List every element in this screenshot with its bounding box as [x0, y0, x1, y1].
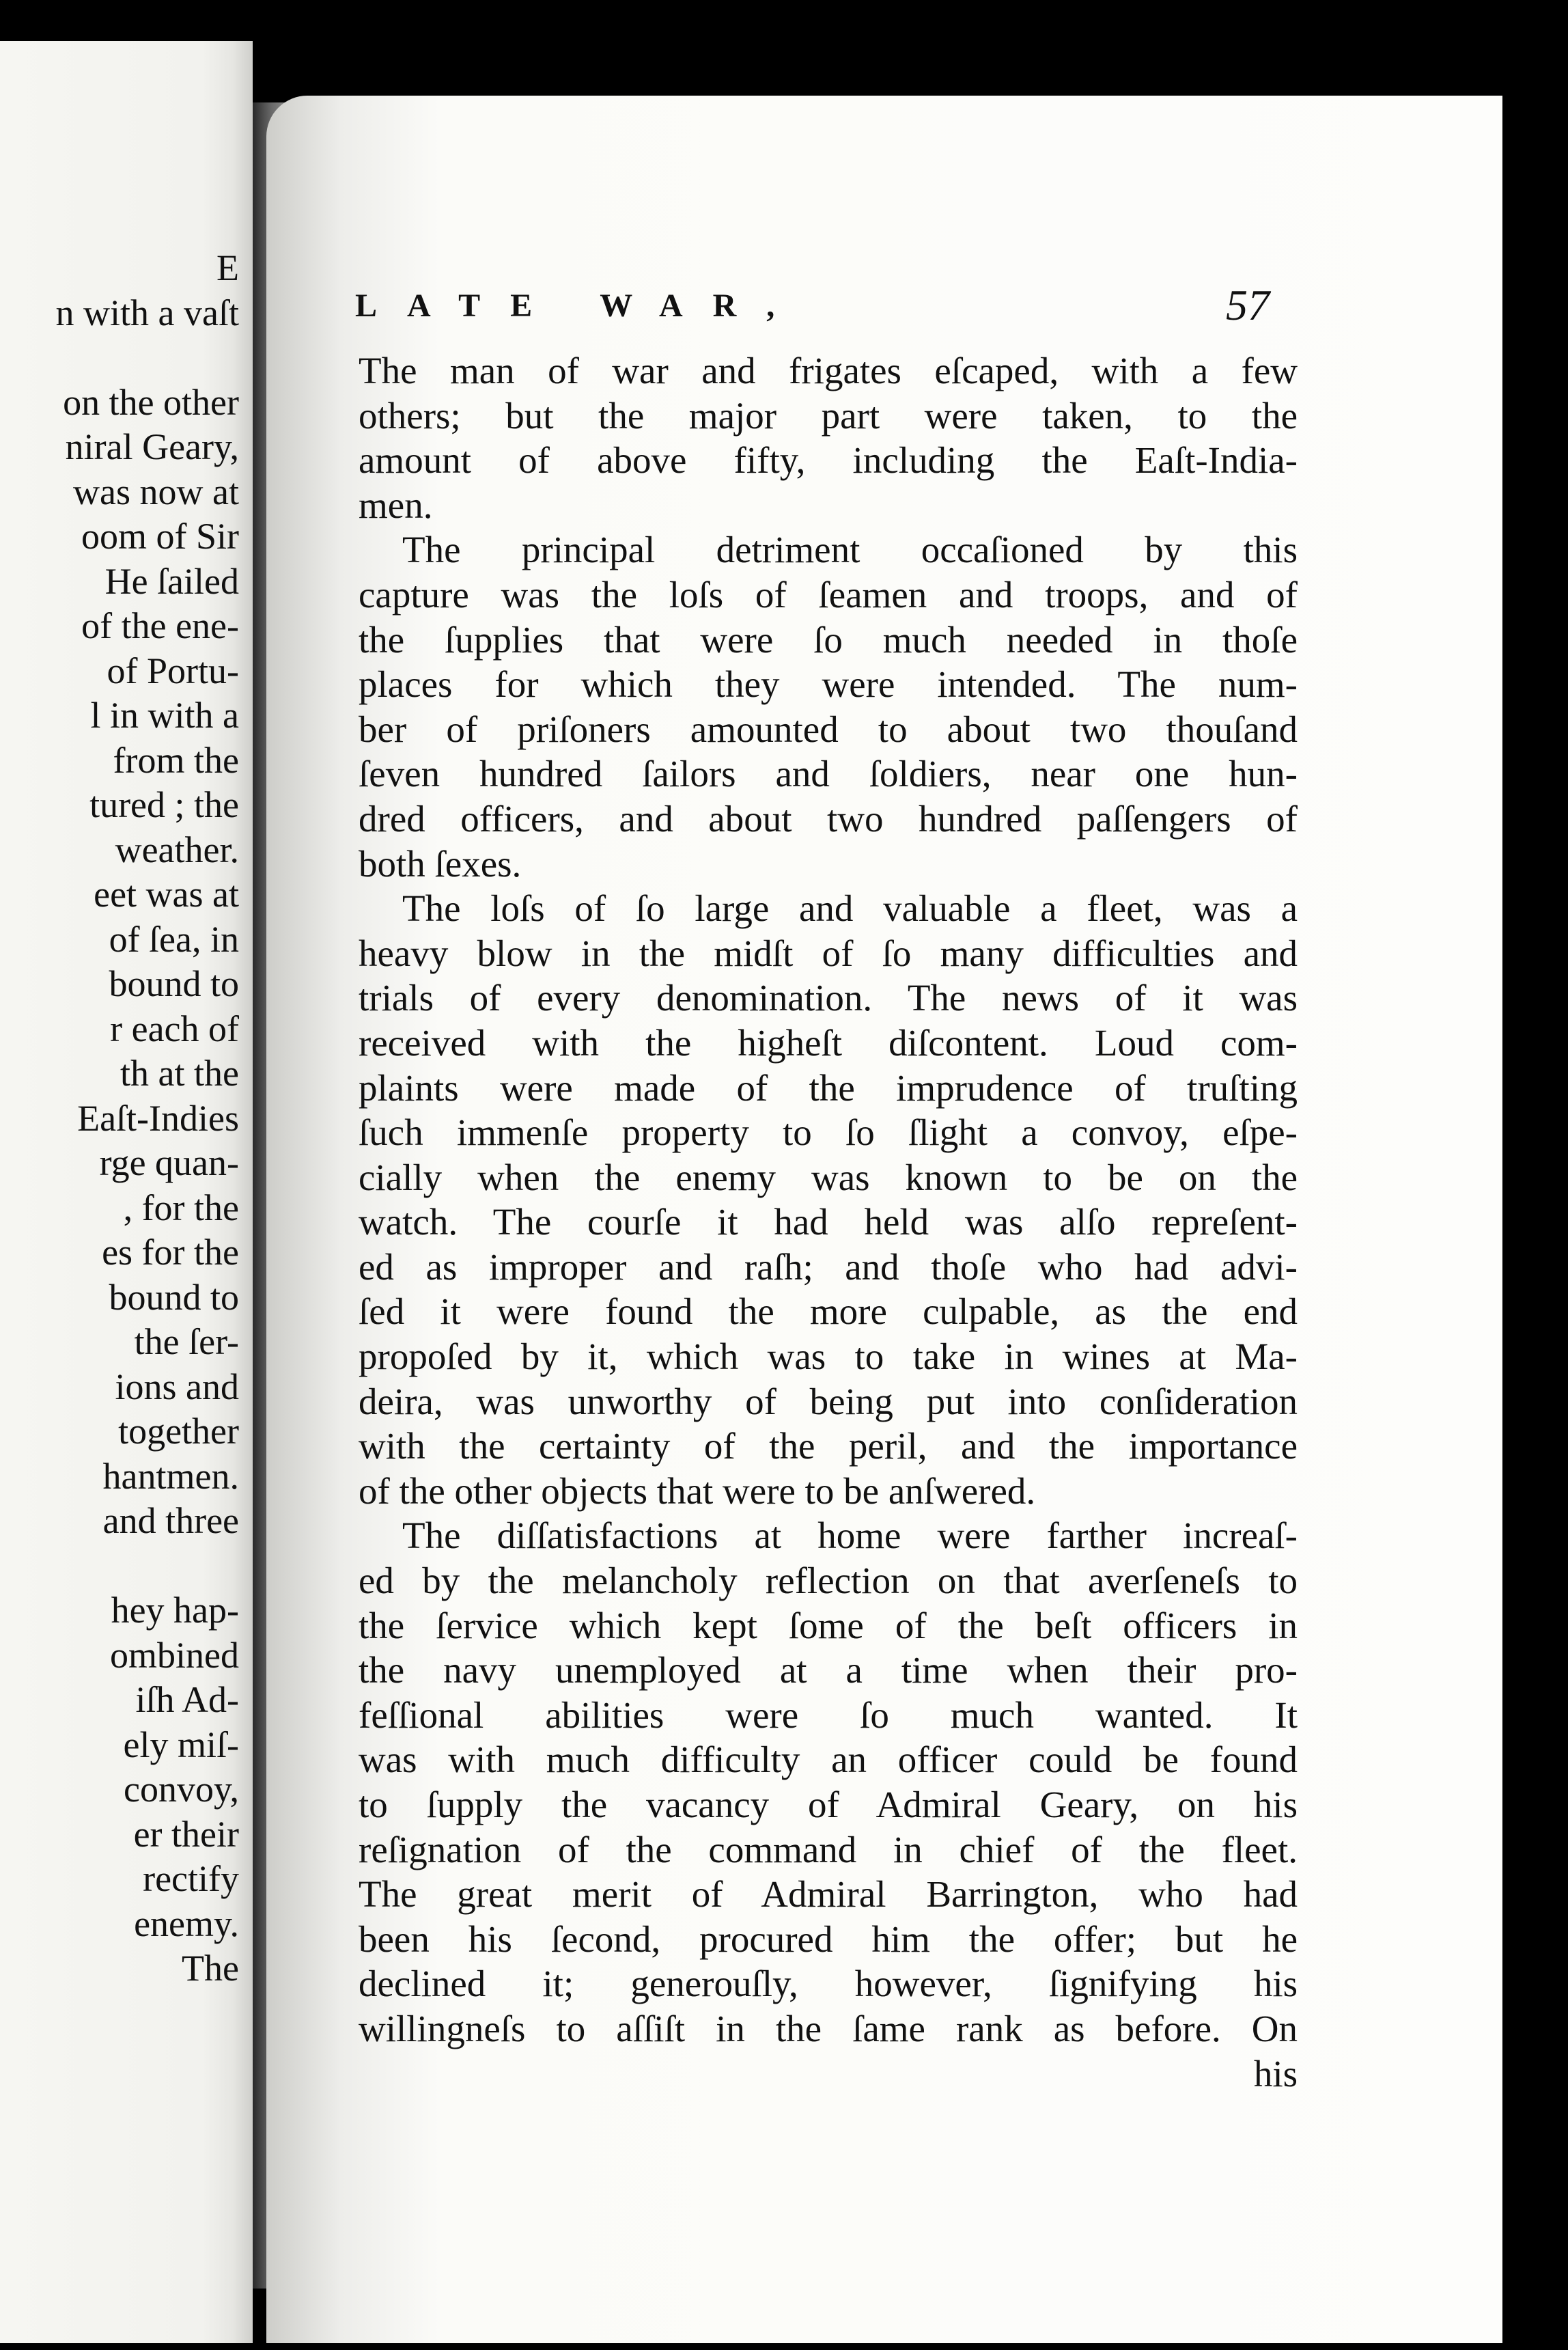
- text-line: trials of every denomination. The news of it was: [359, 977, 1298, 1019]
- text-line: watch. The courſe it had held was alſo repreſent-: [359, 1201, 1298, 1243]
- left-page-line: He ſailed: [104, 560, 239, 602]
- text-line: ſeven hundred ſailors and ſoldiers, near one hun-: [359, 753, 1298, 795]
- left-page-line: was now at: [73, 471, 239, 512]
- left-page-line: the ſer-: [134, 1321, 239, 1362]
- text-line: The diſſatisfactions at home were farther increaſ-: [402, 1515, 1298, 1557]
- left-page-line: of the ene-: [81, 605, 239, 646]
- left-page-line: ely miſ-: [123, 1724, 239, 1765]
- text-line: propoſed by it, which was to take in wines at Ma-: [359, 1336, 1298, 1378]
- text-line: ed by the melancholy reflection on that averſeneſs to: [359, 1560, 1298, 1602]
- text-line: ſuch immenſe property to ſo ſlight a convoy, eſpe-: [359, 1111, 1298, 1154]
- text-line: deira, was unworthy of being put into conſideration: [359, 1380, 1298, 1422]
- text-line: been his ſecond, procured him the offer; but he: [359, 1918, 1298, 1960]
- left-page-fragment: [0, 41, 253, 2343]
- text-line: feſſional abilities were ſo much wanted. It: [359, 1694, 1298, 1736]
- left-page-line: niral Geary,: [65, 426, 239, 467]
- left-page-line: hantmen.: [102, 1455, 239, 1497]
- text-line: The man of war and frigates eſcaped, with a few: [359, 350, 1298, 391]
- body-text: [359, 348, 1298, 2096]
- left-page-text: [0, 246, 239, 1991]
- text-line: was with much difficulty an officer could be found: [359, 1739, 1298, 1781]
- text-line: ber of priſoners amounted to about two thouſand: [359, 708, 1298, 750]
- text-line: ſed it were found the more culpable, as the end: [359, 1290, 1298, 1333]
- text-line: received with the higheſt diſcontent. Loud com-: [359, 1021, 1298, 1064]
- left-page-line: [0, 335, 239, 381]
- left-page-line: and three: [102, 1500, 239, 1541]
- text-line: of the other objects that were to be anſwered.: [359, 1469, 1036, 1512]
- left-page-line: th at the: [120, 1053, 239, 1094]
- text-line: ed as improper and raſh; and thoſe who had advi-: [359, 1245, 1298, 1288]
- text-line: others; but the major part were taken, to the: [359, 394, 1298, 437]
- text-line: amount of above fifty, including the Eaſt-India-: [359, 439, 1298, 482]
- text-line: cially when the enemy was known to be on the: [359, 1156, 1298, 1198]
- left-page-line: bound to: [109, 1276, 239, 1318]
- text-line: to ſupply the vacancy of Admiral Geary, on his: [359, 1784, 1298, 1825]
- text-line: the ſupplies that were ſo much needed in thoſe: [359, 618, 1298, 661]
- left-page-line: n with a vaſt: [55, 292, 239, 333]
- left-page-line: ombined: [110, 1634, 239, 1676]
- text-line: the ſervice which kept ſome of the beſt officers in: [359, 1604, 1298, 1646]
- text-line: men.: [359, 484, 433, 526]
- text-line: The great merit of Admiral Barrington, who had: [359, 1873, 1298, 1916]
- left-page-line: on the other: [63, 381, 239, 423]
- left-page-line: E: [216, 247, 239, 288]
- left-page-line: Eaſt-Indies: [77, 1097, 239, 1139]
- left-page-line: hey hap-: [111, 1590, 239, 1631]
- text-line: plaints were made of the imprudence of truſting: [359, 1066, 1298, 1109]
- left-page-line: er their: [133, 1813, 239, 1855]
- left-page-line: The: [182, 1948, 239, 1989]
- text-line: his: [1253, 2052, 1298, 2095]
- text-line: the navy unemployed at a time when their pro-: [359, 1649, 1298, 1691]
- left-page-line: oom of Sir: [81, 516, 239, 557]
- text-line: reſignation of the command in chief of the fleet.: [359, 1828, 1298, 1870]
- left-page-line: of ſea, in: [109, 918, 239, 960]
- left-page-line: together: [118, 1411, 239, 1452]
- text-line: capture was the loſs of ſeamen and troops, and of: [359, 573, 1298, 616]
- text-line: declined it; generouſly, however, ſignifying his: [359, 1963, 1298, 2005]
- left-page-line: iſh Ad-: [135, 1679, 239, 1720]
- left-page-line: enemy.: [134, 1903, 239, 1944]
- text-line: willingneſs to aſſiſt in the ſame rank as before. On: [359, 2007, 1298, 2049]
- left-page-line: r each of: [110, 1008, 239, 1049]
- left-page-line: from the: [113, 739, 239, 781]
- left-page-line: ions and: [115, 1366, 239, 1407]
- page-number: 57: [1226, 281, 1270, 329]
- left-page-line: l in with a: [90, 695, 239, 736]
- text-line: The principal detriment occaſioned by this: [402, 529, 1298, 571]
- text-line: dred officers, and about two hundred paſſengers of: [359, 797, 1298, 840]
- text-line: with the certainty of the peril, and the importance: [359, 1425, 1298, 1467]
- left-page-line: weather.: [115, 829, 239, 870]
- left-page-line: rge quan-: [99, 1142, 239, 1183]
- left-page-line: convoy,: [124, 1769, 239, 1810]
- left-page-line: of Portu-: [107, 650, 239, 691]
- left-page-line: bound to: [109, 963, 239, 1004]
- text-line: The loſs of ſo large and valuable a fleet, was a: [402, 887, 1298, 930]
- text-line: heavy blow in the midſt of ſo many difficulties and: [359, 932, 1298, 974]
- left-page-line: eet was at: [94, 874, 239, 915]
- left-page-line: tured ; the: [89, 784, 239, 825]
- text-line: both ſexes.: [359, 842, 522, 885]
- running-head: LATE WAR,: [355, 288, 805, 324]
- left-page-line: , for the: [123, 1187, 239, 1228]
- left-page-line: [0, 1544, 239, 1589]
- left-page-line: rectify: [143, 1858, 239, 1899]
- left-page-line: es for the: [102, 1232, 239, 1273]
- text-line: places for which they were intended. The num-: [359, 663, 1298, 706]
